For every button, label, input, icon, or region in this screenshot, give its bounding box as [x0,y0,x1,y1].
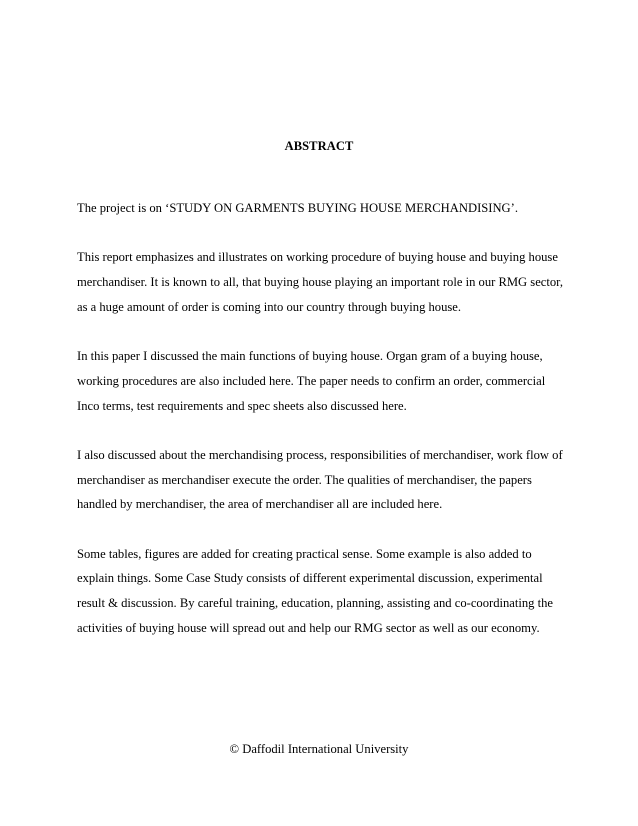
paragraph-line: handled by merchandiser, the area of merchandiser all are included here. [77,497,443,512]
paragraph-report-summary [77,245,567,319]
paragraph-line: result & discussion. By careful training, education, planning, assisting and co-coordinating the [77,596,554,611]
paragraph-line: The project is on ‘STUDY ON GARMENTS BUYING HOUSE MERCHANDISING’. [77,201,518,215]
paragraph-line: I also discussed about the merchandising process, responsibilities of merchandiser, work flow of [77,447,563,462]
page-footer: © Daffodil International University [229,742,409,756]
paragraph-line: activities of buying house will spread out and help our RMG sector as well as our economy. [77,620,540,635]
paragraph-line: Some tables, figures are added for creating practical sense. Some example is also added to [77,546,532,561]
paragraph-line: explain things. Some Case Study consists of different experimental discussion, experimental [77,571,543,586]
paragraph-tables-figures [77,542,567,641]
paragraph-line: working procedures are also included here. The paper needs to confirm an order, commercial [77,373,546,388]
paragraph-buying-house-functions [77,344,567,418]
paragraph-line: In this paper I discussed the main functions of buying house. Organ gram of a buying house, [77,349,543,364]
paragraph-merchandising-process [77,443,567,517]
paragraph-line: as a huge amount of order is coming into our country through buying house. [77,299,462,314]
paragraph-line: Inco terms, test requirements and spec sheets also discussed here. [77,398,407,413]
abstract-body [77,196,567,665]
paragraph-line: This report emphasizes and illustrates on working procedure of buying house and buying house [77,250,558,265]
paragraph-line: merchandiser. It is known to all, that buying house playing an important role in our RMG sector, [77,275,564,290]
paragraph-project [77,196,567,221]
abstract-heading: ABSTRACT [284,139,354,153]
paragraph-line: merchandiser as merchandiser execute the order. The qualities of merchandiser, the papers [77,472,532,487]
